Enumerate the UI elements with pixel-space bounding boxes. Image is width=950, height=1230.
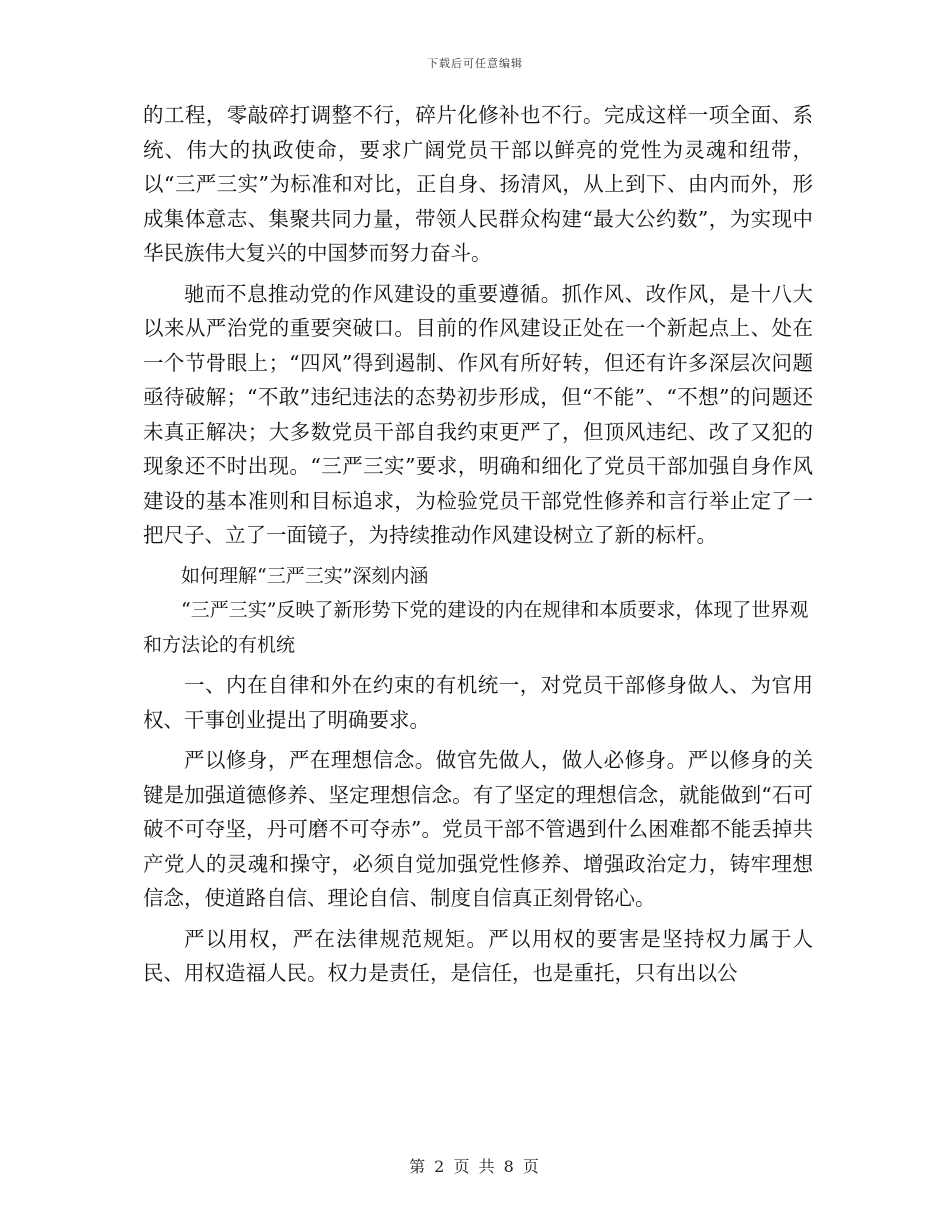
- page-header: 下载后可任意编辑: [427, 57, 523, 70]
- paragraph-4: 严以修身，严在理想信念。做官先做人，做人必修身。严以修身的关键是加强道德修养、坚定理想信念。有了坚定的理想信念，就能做到“石可破不可夺坚，丹可磨不可夺赤”。党员干部不管遇到什么困难都不能丢掉共产党人的灵魂和操守，必须自觉加强党性修养、增强政治定力，铸牢理想信念，使道路自信、理论自信、制度自信真正刻骨铭心。: [143, 748, 813, 910]
- paragraph-1: 的工程，零敲碎打调整不行，碎片化修补也不行。完成这样一项全面、系统、伟大的执政使命，要求广阔党员干部以鲜亮的党性为灵魂和纽带，以“三严三实”为标准和对比，正自身、扬清风，从上到下、由内而外，形成集体意志、集聚共同力量，带领人民群众构建“最大公约数”，为实现中华民族伟大复兴的中国梦而努力奋斗。: [143, 103, 813, 265]
- paragraph-3: 一、内在自律和外在约束的有机统一，对党员干部修身做人、为官用权、干事创业提出了明确要求。: [143, 673, 813, 732]
- paragraph-2: 驰而不息推动党的作风建设的重要遵循。抓作风、改作风，是十八大以来从严治党的重要突破口。目前的作风建设正处在一个新起点上、处在一个节骨眼上；“四风”得到遏制、作风有所好转，但还有许多深层次问题亟待破解；“不敢”违纪违法的态势初步形成，但“不能”、“不想”的问题还未真正解决；大多数党员干部自我约束更严了，但顶风违纪、改了又犯的现象还不时出现。“三严三实”要求，明确和细化了党员干部加强自身作风建设的基本准则和目标追求，为检验党员干部党性修养和言行举止定了一把尺子、立了一面镜子，为持续推动作风建设树立了新的标杆。: [143, 281, 813, 547]
- section-subheading: “三严三实”反映了新形势下党的建设的内在规律和本质要求，体现了世界观和方法论的有机统: [143, 599, 809, 656]
- document-body: [143, 98, 813, 997]
- section-heading: 如何理解“三严三实”深刻内涵: [181, 564, 429, 587]
- paragraph-5: 严以用权，严在法律规范规矩。严以用权的要害是坚持权力属于人民、用权造福人民。权力是责任，是信任，也是重托，只有出以公: [143, 926, 813, 985]
- page-footer: 第 2 页 共 8 页: [409, 1157, 541, 1176]
